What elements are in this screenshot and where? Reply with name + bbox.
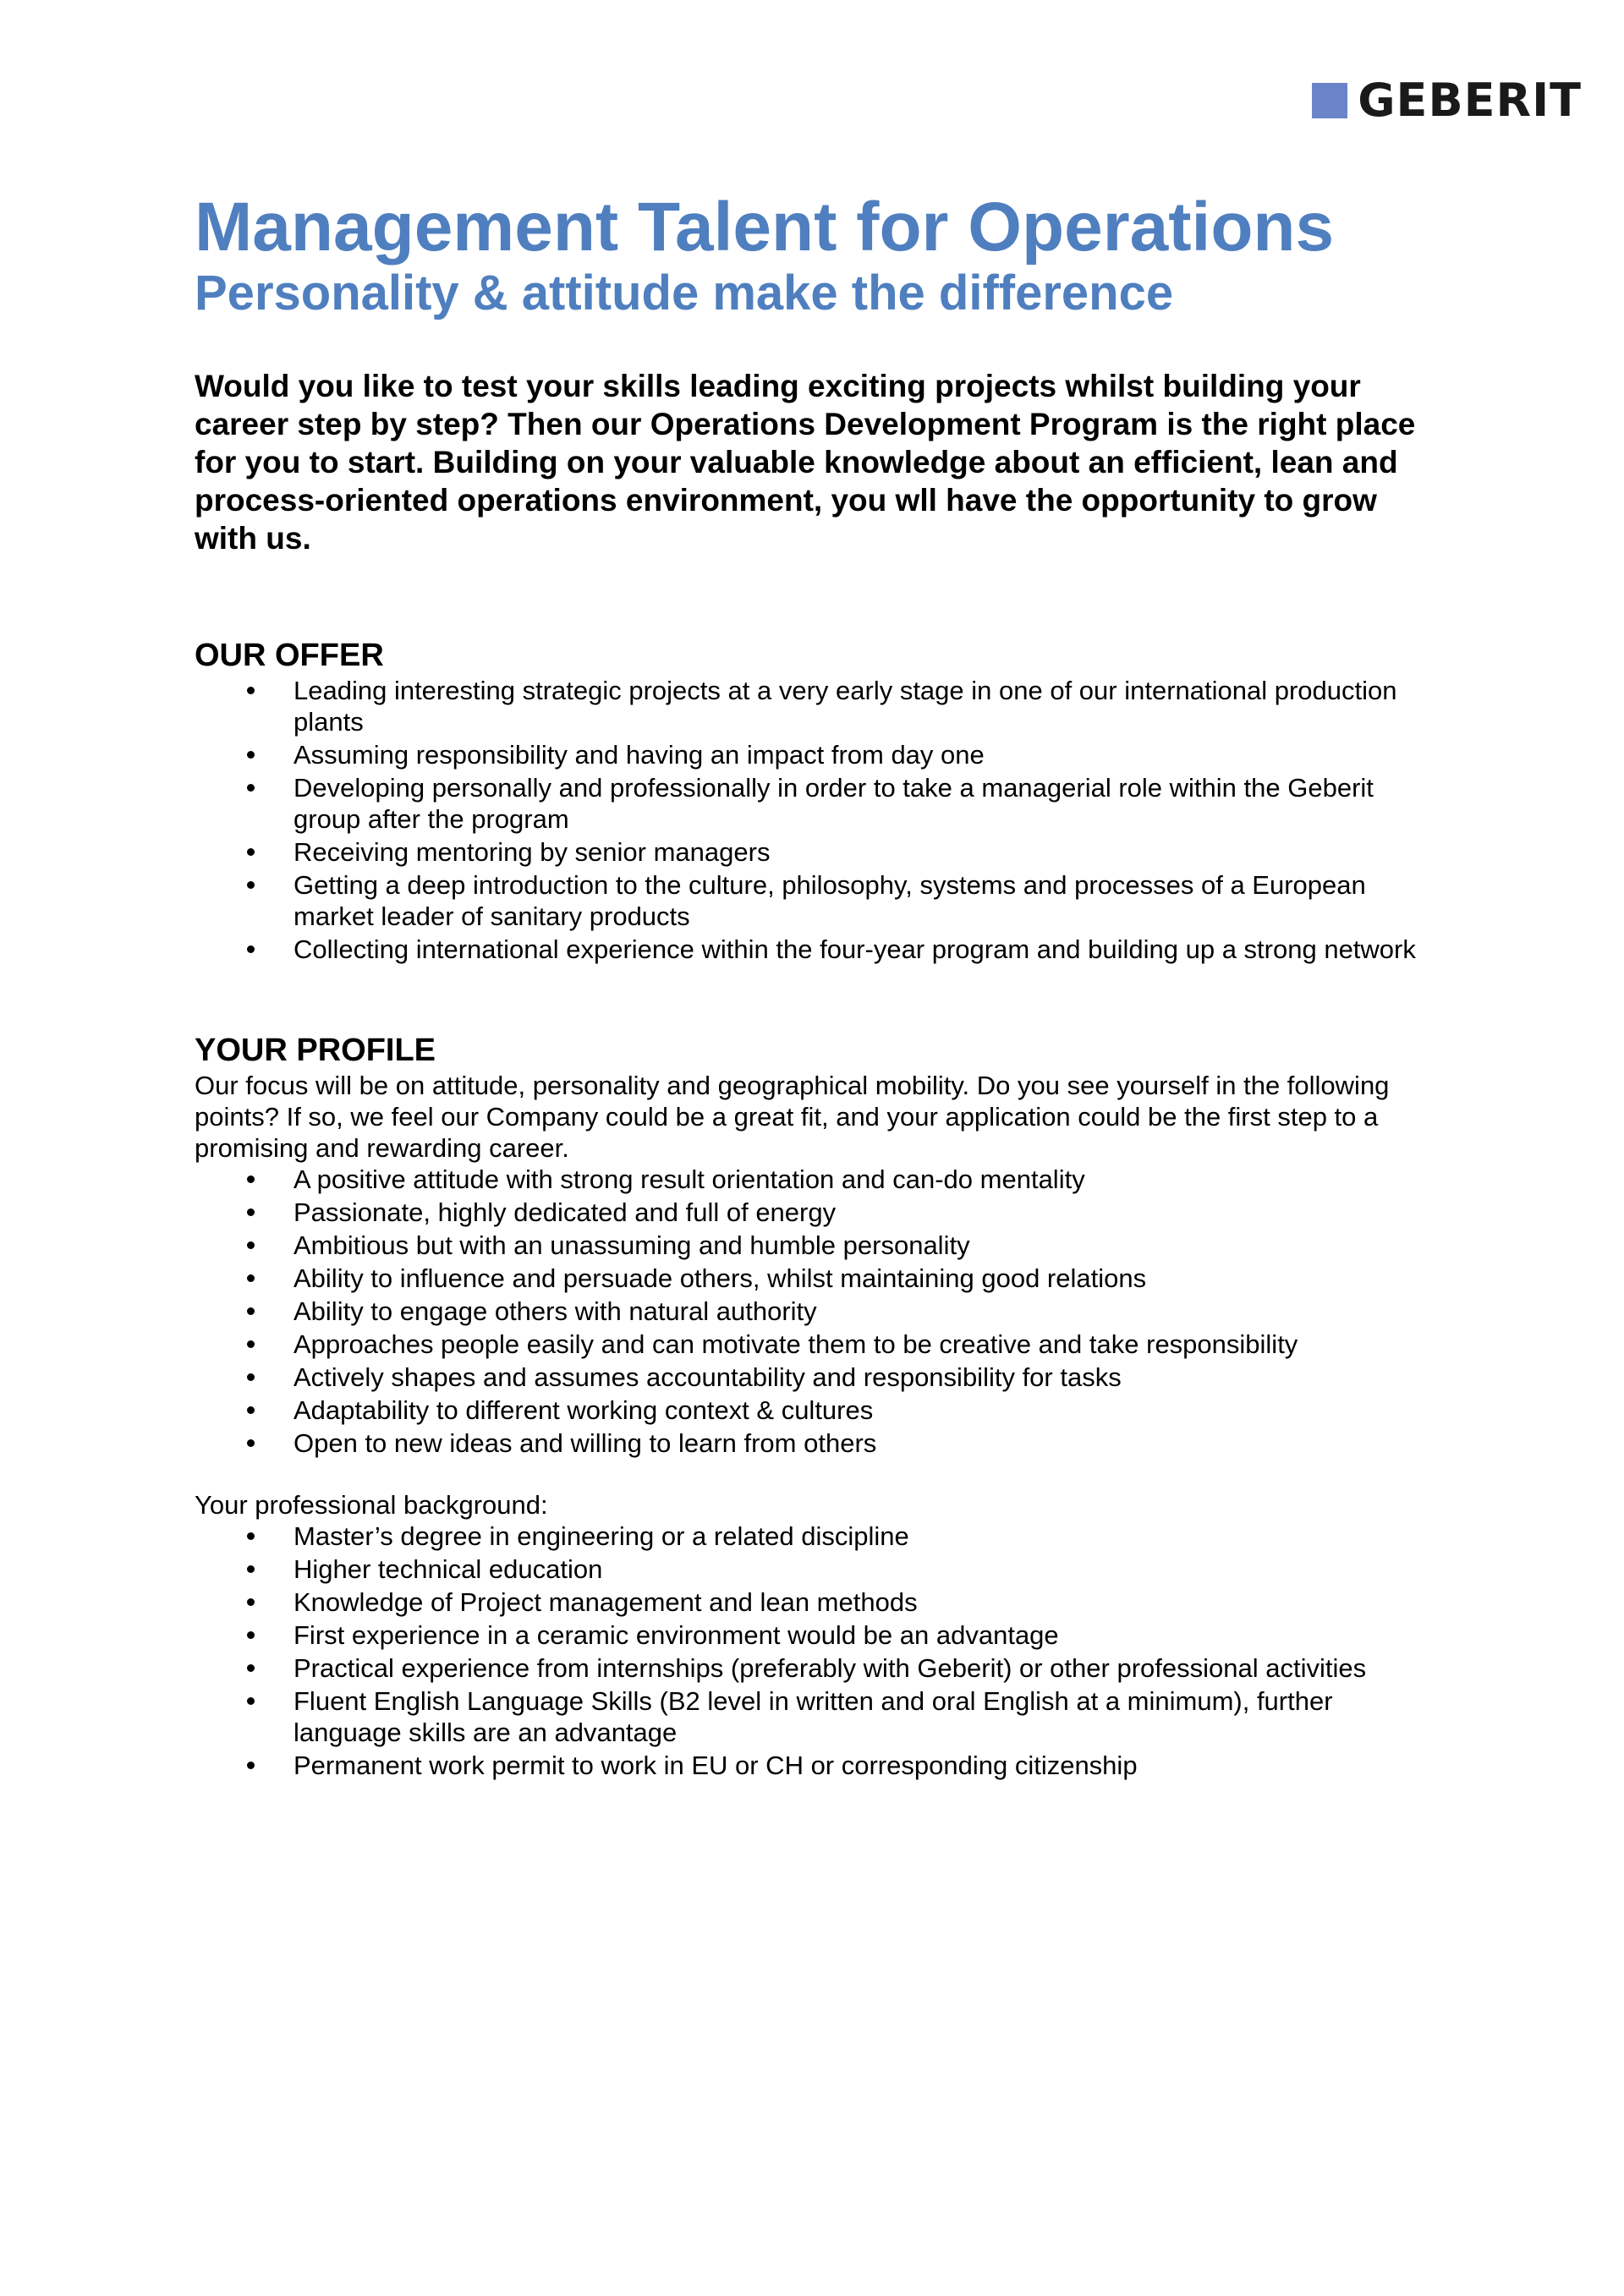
bullet-icon <box>247 1340 255 1348</box>
bullet-icon <box>247 848 255 856</box>
list-item-text: Adaptability to different working context & cultures <box>294 1395 874 1425</box>
list-item-text: Collecting international experience within the four-year program and building up a strong network <box>294 934 1416 964</box>
list-item-text: Receiving mentoring by senior managers <box>294 836 771 867</box>
list-item <box>195 1553 1438 1585</box>
list-item-text: Approaches people easily and can motivate them to be creative and take responsibility <box>294 1329 1298 1359</box>
bullet-icon <box>247 1307 255 1315</box>
list-item-text: Higher technical education <box>294 1553 603 1584</box>
bullet-icon <box>247 1631 255 1639</box>
list-item-text: Ambitious but with an unassuming and humble personality <box>294 1230 970 1260</box>
traits-list <box>195 1164 1438 1459</box>
page-title: Management Talent for Operations <box>195 189 1335 266</box>
bullet-icon <box>247 1565 255 1573</box>
bullet-icon <box>247 1208 255 1216</box>
bullet-icon <box>247 751 255 759</box>
background-list <box>195 1521 1438 1781</box>
bullet-icon <box>247 1241 255 1249</box>
list-item <box>195 1427 1438 1459</box>
list-item <box>195 1362 1438 1393</box>
list-item <box>195 1619 1438 1651</box>
list-item <box>195 772 1438 835</box>
profile-intro: Our focus will be on attitude, personality and geographical mobility. Do you see yourself in the following points? If so, we feel our Company could be a great fit, and your application could be the first step to a promising and rewarding career. <box>195 1070 1390 1163</box>
bullet-icon <box>247 1697 255 1705</box>
offer-heading: OUR OFFER <box>195 637 384 673</box>
list-item <box>195 1685 1438 1748</box>
list-item-text: Leading interesting strategic projects at a very early stage in one of our international production plants <box>294 675 1397 737</box>
logo-square-icon <box>1312 83 1347 118</box>
logo-text: GEBERIT <box>1358 74 1582 127</box>
offer-list <box>195 675 1438 965</box>
list-item-text: Getting a deep introduction to the culture, philosophy, systems and processes of a European market leader of sanitary products <box>294 869 1366 931</box>
bullet-icon <box>247 1175 255 1183</box>
list-item <box>195 1164 1438 1195</box>
bullet-icon <box>247 1439 255 1447</box>
bullet-icon <box>247 1532 255 1540</box>
list-item <box>195 869 1438 932</box>
list-item <box>195 1230 1438 1261</box>
list-item <box>195 1296 1438 1327</box>
background-label: Your professional background: <box>195 1489 548 1520</box>
list-item-text: Actively shapes and assumes accountability and responsibility for tasks <box>294 1362 1122 1392</box>
list-item <box>195 1329 1438 1360</box>
bullet-icon <box>247 1373 255 1381</box>
list-item <box>195 1586 1438 1618</box>
list-item-text: Ability to influence and persuade others, whilst maintaining good relations <box>294 1263 1147 1293</box>
bullet-icon <box>247 1664 255 1672</box>
geberit-logo <box>1312 74 1582 127</box>
bullet-icon <box>247 881 255 889</box>
bullet-icon <box>247 1762 255 1769</box>
list-item <box>195 1395 1438 1426</box>
list-item-text: Open to new ideas and willing to learn from others <box>294 1427 877 1458</box>
bullet-icon <box>247 784 255 792</box>
bullet-icon <box>247 1598 255 1606</box>
list-item-text: Permanent work permit to work in EU or CH or corresponding citizenship <box>294 1750 1138 1780</box>
list-item-text: Ability to engage others with natural authority <box>294 1296 817 1326</box>
list-item-text: Passionate, highly dedicated and full of energy <box>294 1197 837 1227</box>
list-item-text: Master’s degree in engineering or a related discipline <box>294 1521 909 1551</box>
list-item-text: A positive attitude with strong result orientation and can-do mentality <box>294 1164 1085 1194</box>
list-item <box>195 836 1438 868</box>
bullet-icon <box>247 945 255 953</box>
bullet-icon <box>247 687 255 694</box>
list-item <box>195 934 1438 965</box>
list-item <box>195 1197 1438 1228</box>
bullet-icon <box>247 1406 255 1414</box>
page-subtitle: Personality & attitude make the difference <box>195 266 1174 321</box>
bullet-icon <box>247 1274 255 1282</box>
list-item-text: Knowledge of Project management and lean methods <box>294 1586 918 1617</box>
list-item <box>195 675 1438 737</box>
document-body <box>195 191 1438 1783</box>
list-item-text: Practical experience from internships (preferably with Geberit) or other professional activities <box>294 1652 1367 1683</box>
list-item-text: Assuming responsibility and having an impact from day one <box>294 739 985 770</box>
list-item <box>195 1652 1438 1684</box>
profile-heading: YOUR PROFILE <box>195 1032 436 1068</box>
list-item <box>195 739 1438 770</box>
list-item-text: First experience in a ceramic environment would be an advantage <box>294 1619 1059 1650</box>
list-item <box>195 1263 1438 1294</box>
list-item <box>195 1750 1438 1781</box>
list-item-text: Fluent English Language Skills (B2 level in written and oral English at a minimum), further language skills are an advantage <box>294 1685 1333 1747</box>
intro-paragraph: Would you like to test your skills leading exciting projects whilst building your career step by step? Then our Operations Development Program is the right place for you to start. Building on your valuable knowledge about an efficient, lean and process-oriented operations environment, you wll have the opportunity to grow with us. <box>195 368 1416 556</box>
list-item <box>195 1521 1438 1552</box>
list-item-text: Developing personally and professionally in order to take a managerial role within the Geberit group after the program <box>294 772 1374 834</box>
